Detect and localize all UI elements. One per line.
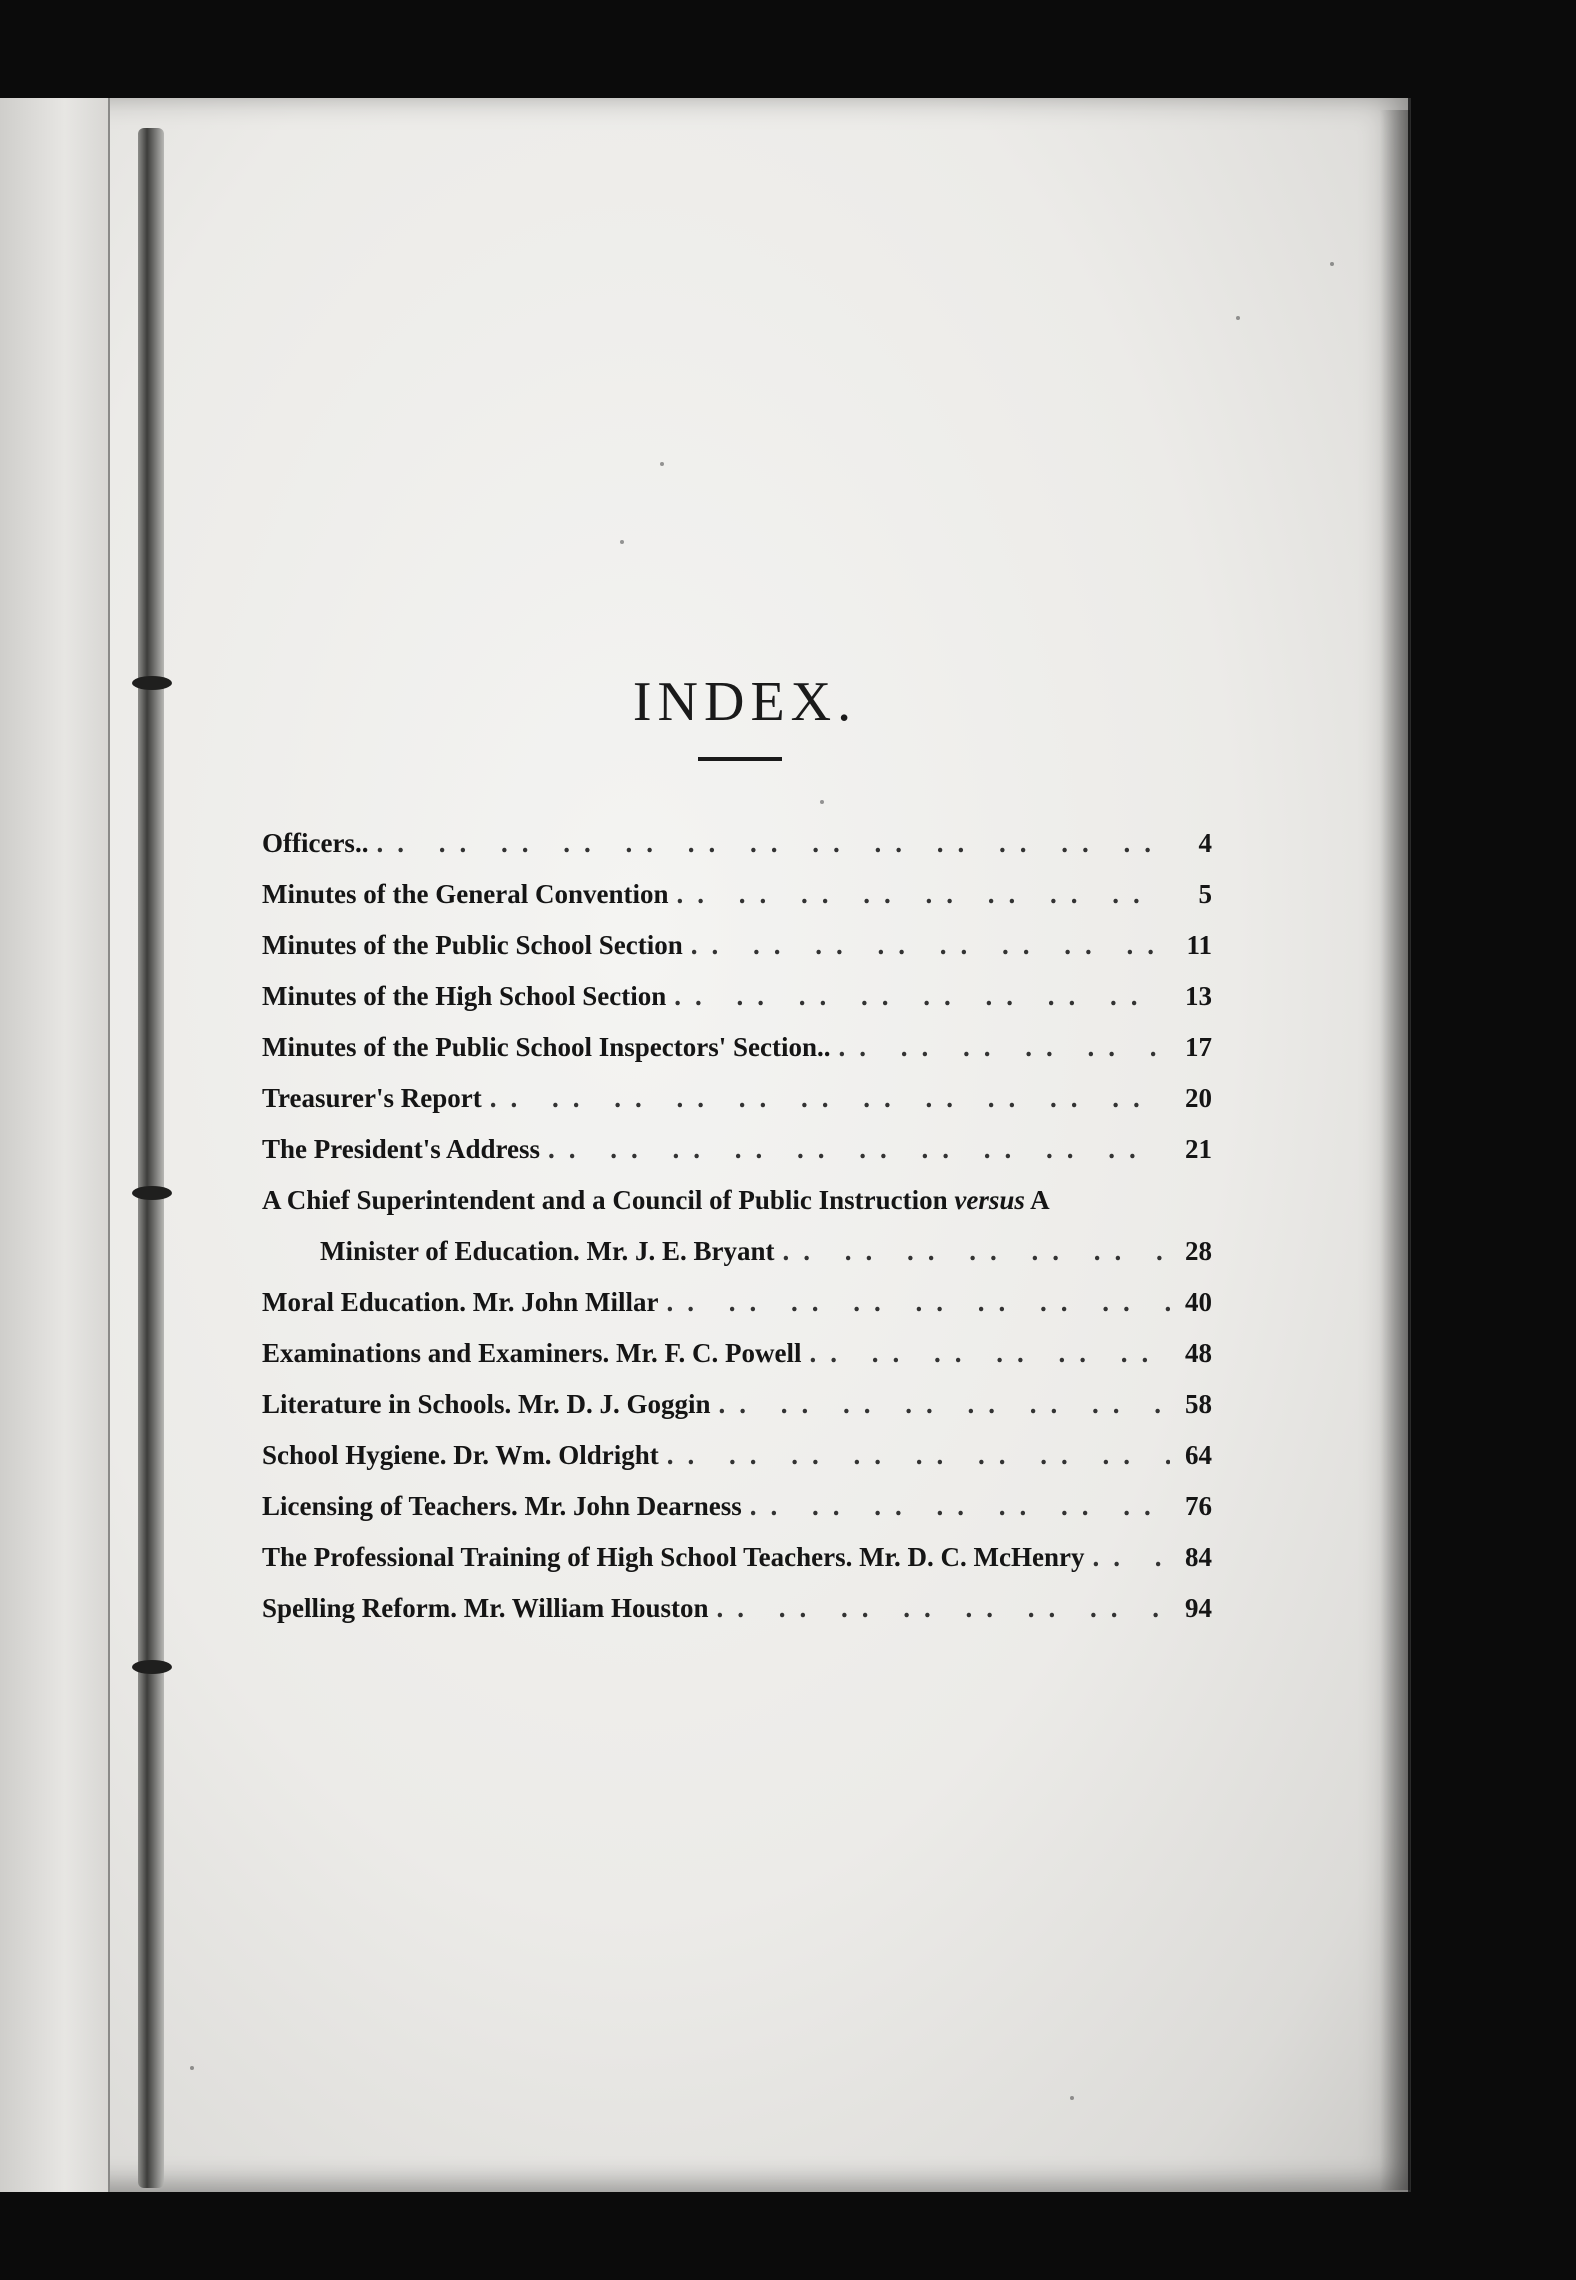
toc-entry: [262, 1532, 1212, 1583]
toc-entry-page: 58: [1185, 1389, 1212, 1419]
dot-leader: [674, 971, 1170, 1022]
toc-entry-label: The Professional Training of High School Teachers. Mr. D. C. McHenry: [262, 1542, 1085, 1572]
toc-entry-first-line: [262, 1175, 1212, 1226]
paper-speck: [1070, 2096, 1074, 2100]
dot-leader: [783, 1226, 1170, 1277]
dot-leader: [548, 1124, 1170, 1175]
dot-leader: [839, 1022, 1170, 1073]
toc-entry-page: 17: [1185, 1032, 1212, 1062]
toc-entry-page: 20: [1185, 1083, 1212, 1113]
toc-entry: [262, 1073, 1212, 1124]
toc-entry-label: School Hygiene. Dr. Wm. Oldright: [262, 1440, 659, 1470]
paper-speck: [660, 462, 664, 466]
toc-entry-label: Licensing of Teachers. Mr. John Dearness: [262, 1491, 742, 1521]
page-title: INDEX.: [632, 670, 858, 733]
dot-leader: [719, 1379, 1170, 1430]
toc-entry-page: 84: [1185, 1542, 1212, 1572]
toc-entry-label: Minutes of the Public School Inspectors' Section..: [262, 1032, 831, 1062]
toc-entry: [262, 1481, 1212, 1532]
toc-entry-label: Minister of Education. Mr. J. E. Bryant: [320, 1236, 775, 1266]
toc-entry: [262, 1277, 1212, 1328]
toc-entry-label: Officers..: [262, 828, 369, 858]
dot-leader: [691, 920, 1170, 971]
toc-entry-page: 76: [1185, 1491, 1212, 1521]
dot-leader: [717, 1583, 1170, 1634]
toc-entry: [262, 1430, 1212, 1481]
toc-entry-page: 13: [1185, 981, 1212, 1011]
toc-entry-page: 64: [1185, 1440, 1212, 1470]
toc-entry-page: 48: [1185, 1338, 1212, 1368]
toc-entry: [262, 1328, 1212, 1379]
toc-entry-label: Minutes of the Public School Section: [262, 930, 683, 960]
toc-entry-label: Examinations and Examiners. Mr. F. C. Powell: [262, 1338, 802, 1368]
toc-entry-page: 5: [1198, 879, 1212, 909]
toc-label-part: A Chief Superintendent and a Council of Public Instruction: [262, 1185, 955, 1215]
paper-speck: [620, 540, 624, 544]
toc-entry-page: 28: [1185, 1236, 1212, 1266]
binding-spine: [138, 128, 164, 2188]
toc-entry: [262, 869, 1212, 920]
toc-entry-label: [262, 1175, 1050, 1226]
toc-entry-page: 21: [1185, 1134, 1212, 1164]
toc-entry: [262, 971, 1212, 1022]
toc-entry-page: 40: [1185, 1287, 1212, 1317]
dot-leader: [750, 1481, 1170, 1532]
dot-leader: [376, 818, 1170, 869]
toc-label-part: A: [1024, 1185, 1050, 1215]
paper-speck: [190, 2066, 194, 2070]
table-of-contents: [262, 818, 1212, 1634]
toc-entry: [262, 920, 1212, 971]
binding-notch: [132, 1660, 172, 1674]
binding-notch: [132, 1186, 172, 1200]
dot-leader: [667, 1430, 1170, 1481]
paper-speck: [1330, 262, 1334, 266]
page-shadow: [1380, 110, 1410, 2190]
toc-entry-label: Minutes of the General Convention: [262, 879, 669, 909]
toc-entry-label: Literature in Schools. Mr. D. J. Goggin: [262, 1389, 711, 1419]
toc-entry-label: Spelling Reform. Mr. William Houston: [262, 1593, 709, 1623]
dot-leader: [1093, 1532, 1170, 1583]
toc-entry: [262, 818, 1212, 869]
toc-entry: [262, 1379, 1212, 1430]
toc-entry-page: 94: [1185, 1593, 1212, 1623]
toc-entry-label: Treasurer's Report: [262, 1083, 482, 1113]
facing-page-edge: [0, 98, 110, 2192]
toc-entry-label: The President's Address: [262, 1134, 541, 1164]
title-rule: [698, 757, 782, 761]
dot-leader: [667, 1277, 1171, 1328]
toc-entry-page: 4: [1198, 828, 1212, 858]
dot-leader: [676, 869, 1170, 920]
toc-entry: [262, 1124, 1212, 1175]
toc-entry: [262, 1583, 1212, 1634]
dot-leader: [490, 1073, 1170, 1124]
toc-label-italic: versus: [954, 1185, 1025, 1215]
toc-entry-continuation: [262, 1226, 1212, 1277]
dot-leader: [810, 1328, 1170, 1379]
toc-entry: [262, 1022, 1212, 1073]
toc-entry-label: Moral Education. Mr. John Millar: [262, 1287, 659, 1317]
paper-speck: [820, 800, 824, 804]
toc-entry-page: 11: [1186, 930, 1212, 960]
paper-speck: [1236, 316, 1240, 320]
toc-entry-label: Minutes of the High School Section: [262, 981, 667, 1011]
